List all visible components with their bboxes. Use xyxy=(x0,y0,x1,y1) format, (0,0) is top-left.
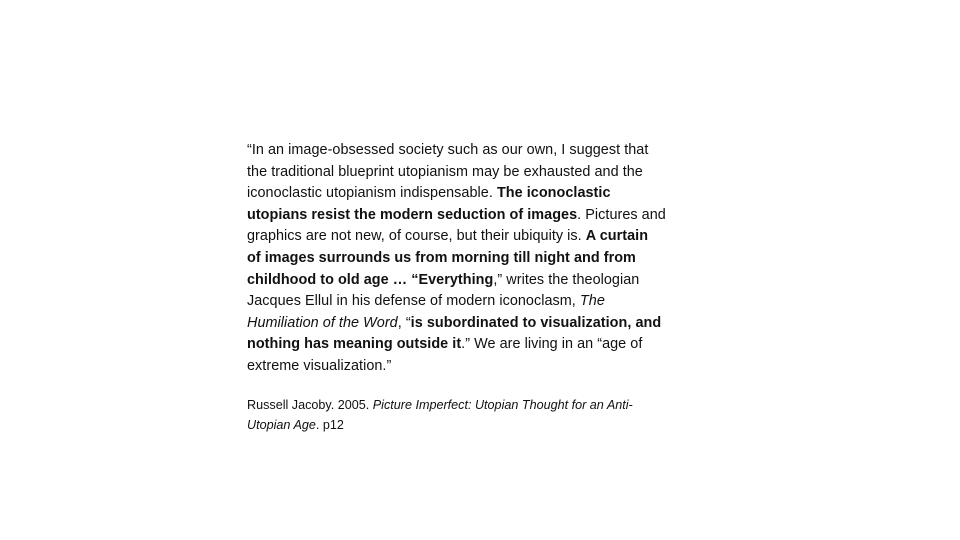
quote-line xyxy=(247,313,722,335)
quote-line xyxy=(247,162,722,184)
quote-bold-text: A curtain xyxy=(585,228,649,245)
quote-line xyxy=(247,183,722,205)
book-title-text: The xyxy=(579,293,605,310)
quote-line xyxy=(247,226,722,248)
quote-line xyxy=(247,291,722,313)
quote-text: iconoclastic utopianism indispensable. xyxy=(247,185,497,202)
quote-text: the traditional blueprint utopianism may be exhausted and the xyxy=(247,163,643,180)
quote-text: , “ xyxy=(397,314,411,331)
book-title-text: Humiliation of the Word xyxy=(247,314,398,331)
quote-block xyxy=(247,140,722,378)
quote-text: ,” writes the theologian xyxy=(493,271,640,288)
quote-text: Jacques Ellul in his defense of modern iconoclasm, xyxy=(247,293,580,310)
quote-line xyxy=(247,140,722,162)
quote-bold-text: of images surrounds us from morning till night and from xyxy=(247,249,636,266)
quote-text: “In an image-obsessed society such as our own, I suggest that xyxy=(247,142,649,158)
quote-bold-text: The iconoclastic xyxy=(496,185,611,202)
citation-title: Picture Imperfect: Utopian Thought for an Anti- xyxy=(372,398,633,412)
quote-bold-text: childhood to old age … “Everything xyxy=(247,271,494,288)
citation-page: . p12 xyxy=(315,417,344,432)
quote-bold-text: nothing has meaning outside it xyxy=(247,336,462,353)
quote-line xyxy=(247,270,722,292)
quote-text: .” We are living in an “age of xyxy=(461,336,643,353)
quote-line xyxy=(247,356,722,378)
quote-line xyxy=(247,334,722,356)
citation-line xyxy=(247,396,722,416)
citation-block xyxy=(247,396,722,435)
quote-bold-text: is subordinated to visualization, and xyxy=(410,314,662,331)
citation-author-year: Russell Jacoby. 2005. xyxy=(247,398,373,412)
quote-text: extreme visualization.” xyxy=(247,357,392,374)
citation-line xyxy=(247,416,722,436)
quote-bold-text: utopians resist the modern seduction of images xyxy=(247,206,578,223)
quote-line xyxy=(247,205,722,227)
quote-text: . Pictures and xyxy=(577,206,666,223)
quote-text: graphics are not new, of course, but their ubiquity is. xyxy=(247,228,586,245)
quote-line xyxy=(247,248,722,270)
citation-title: Utopian Age xyxy=(247,417,316,432)
